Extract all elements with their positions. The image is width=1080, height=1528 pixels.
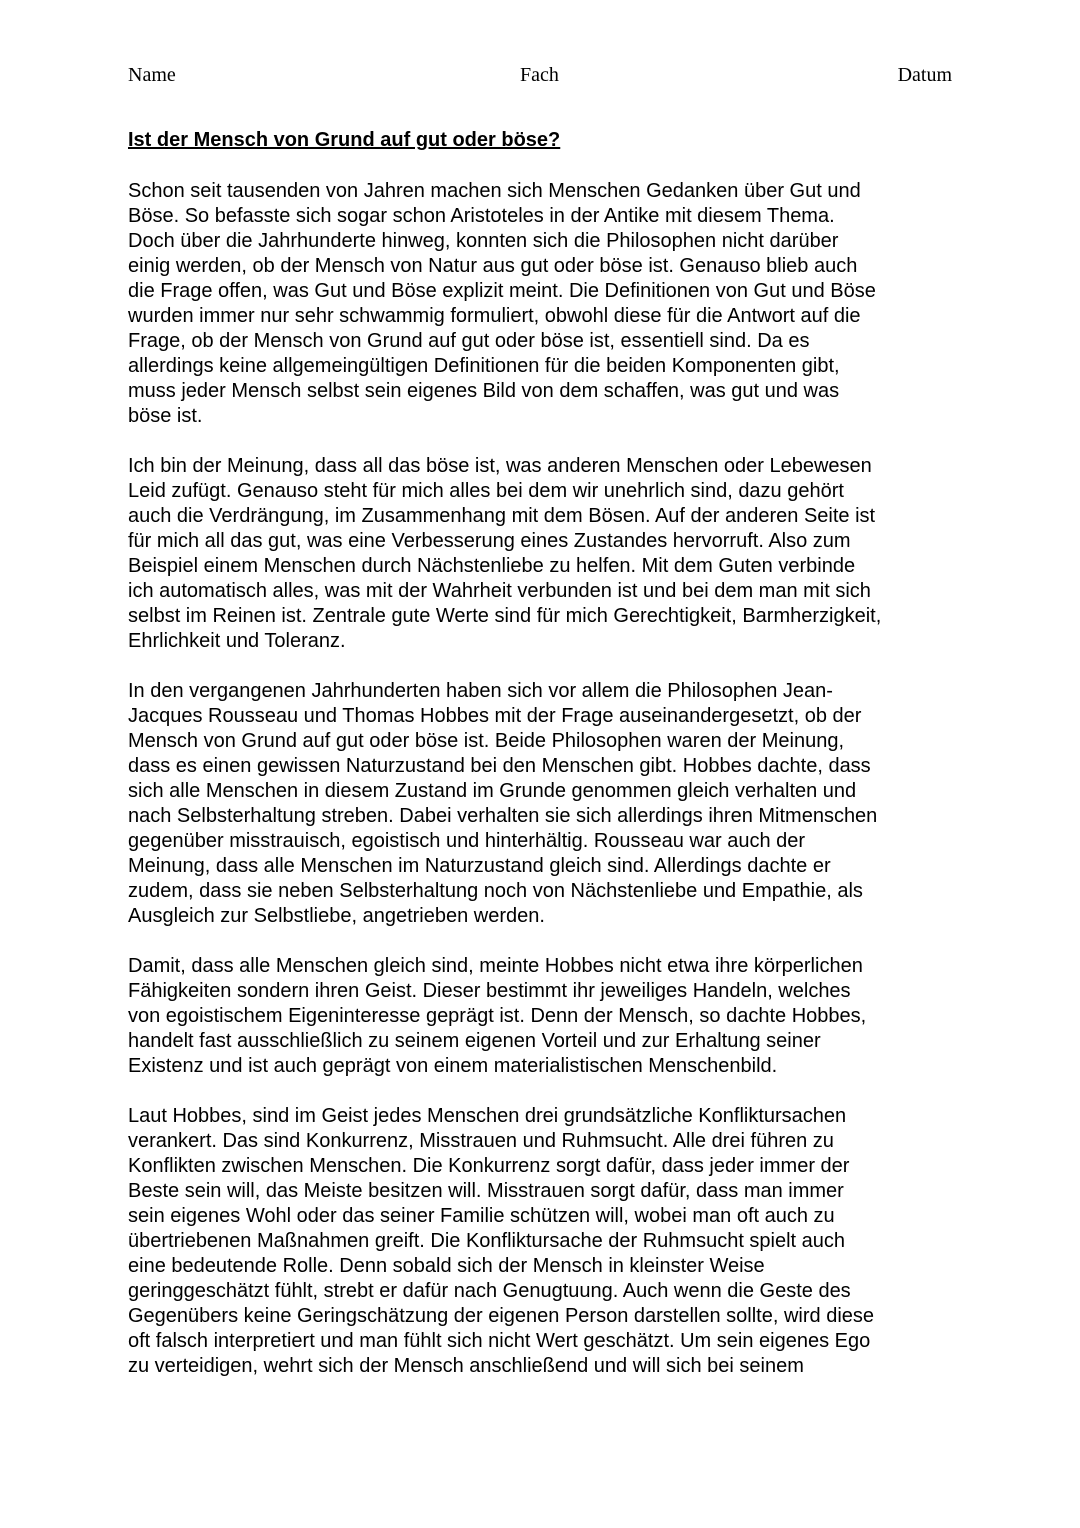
text-line: Damit, dass alle Menschen gleich sind, meinte Hobbes nicht etwa ihre körperlichen: [128, 955, 863, 977]
text-line: nach Selbsterhaltung streben. Dabei verhalten sie sich allerdings ihren Mitmenschen: [128, 805, 878, 827]
text-line: wurden immer nur sehr schwammig formuliert, obwohl diese für die Antwort auf die: [128, 305, 861, 327]
paragraph-1: [128, 179, 958, 429]
text-line: Leid zufügt. Genauso steht für mich alles bei dem wir unehrlich sind, dazu gehört: [128, 480, 844, 502]
text-line: allerdings keine allgemeingültigen Definitionen für die beiden Komponenten gibt,: [128, 355, 840, 377]
text-line: Ausgleich zur Selbstliebe, angetrieben werden.: [128, 905, 545, 927]
text-line: die Frage offen, was Gut und Böse explizit meint. Die Definitionen von Gut und Böse: [128, 280, 876, 302]
text-line: Jacques Rousseau und Thomas Hobbes mit der Frage auseinandergesetzt, ob der: [128, 705, 862, 727]
text-line: Gegenübers keine Geringschätzung der eigenen Person darstellen sollte, wird diese: [128, 1305, 875, 1327]
text-line: sich alle Menschen in diesem Zustand im Grunde genommen gleich verhalten und: [128, 780, 857, 802]
text-line: böse ist.: [128, 405, 203, 427]
text-line: sein eigenes Wohl oder das seiner Familie schützen will, wobei man oft auch zu: [128, 1205, 835, 1227]
text-line: handelt fast ausschließlich zu seinem eigenen Vorteil und zur Erhaltung seiner: [128, 1030, 821, 1052]
text-line: zudem, dass sie neben Selbsterhaltung noch von Nächstenliebe und Empathie, als: [128, 880, 863, 902]
text-line: verankert. Das sind Konkurrenz, Misstrauen und Ruhmsucht. Alle drei führen zu: [128, 1130, 834, 1152]
paragraph-2: [128, 454, 958, 654]
text-line: Fähigkeiten sondern ihren Geist. Dieser bestimmt ihr jeweiliges Handeln, welches: [128, 980, 851, 1002]
text-line: In den vergangenen Jahrhunderten haben sich vor allem die Philosophen Jean-: [128, 680, 833, 702]
header-subject: Fach: [520, 64, 559, 86]
text-line: oft falsch interpretiert und man fühlt sich nicht Wert geschätzt. Um sein eigenes Ego: [128, 1330, 871, 1352]
text-line: Existenz und ist auch geprägt von einem materialistischen Menschenbild.: [128, 1055, 778, 1077]
text-line: Konflikten zwischen Menschen. Die Konkurrenz sorgt dafür, dass jeder immer der: [128, 1155, 850, 1177]
text-line: dass es einen gewissen Naturzustand bei den Menschen gibt. Hobbes dachte, dass: [128, 755, 871, 777]
text-line: einig werden, ob der Mensch von Natur aus gut oder böse ist. Genauso blieb auch: [128, 255, 858, 277]
text-line: zu verteidigen, wehrt sich der Mensch anschließend und will sich bei seinem: [128, 1355, 804, 1377]
text-line: selbst im Reinen ist. Zentrale gute Werte sind für mich Gerechtigkeit, Barmherzigkeit,: [128, 605, 882, 627]
paragraph-3: [128, 679, 958, 929]
header-name: Name: [128, 64, 176, 86]
text-line: gegenüber misstrauisch, egoistisch und hinterhältig. Rousseau war auch der: [128, 830, 806, 852]
text-line: Beispiel einem Menschen durch Nächstenliebe zu helfen. Mit dem Guten verbinde: [128, 555, 856, 577]
document-title: Ist der Mensch von Grund auf gut oder böse?: [128, 129, 561, 151]
text-line: Schon seit tausenden von Jahren machen sich Menschen Gedanken über Gut und: [128, 180, 861, 202]
text-line: Ehrlichkeit und Toleranz.: [128, 630, 346, 652]
text-line: von egoistischem Eigeninteresse geprägt ist. Denn der Mensch, so dachte Hobbes,: [128, 1005, 867, 1027]
page-header: [128, 64, 952, 92]
text-line: muss jeder Mensch selbst sein eigenes Bild von dem schaffen, was gut und was: [128, 380, 840, 402]
text-line: ich automatisch alles, was mit der Wahrheit verbunden ist und bei dem man mit sich: [128, 580, 871, 602]
header-date: Datum: [897, 64, 952, 86]
text-line: für mich all das gut, was eine Verbesserung eines Zustandes hervorruft. Also zum: [128, 530, 851, 552]
text-line: Böse. So befasste sich sogar schon Aristoteles in der Antike mit diesem Thema.: [128, 205, 835, 227]
text-line: Doch über die Jahrhunderte hinweg, konnten sich die Philosophen nicht darüber: [128, 230, 839, 252]
text-line: Meinung, dass alle Menschen im Naturzustand gleich sind. Allerdings dachte er: [128, 855, 831, 877]
text-line: übertriebenen Maßnahmen greift. Die Konfliktursache der Ruhmsucht spielt auch: [128, 1230, 846, 1252]
text-line: Frage, ob der Mensch von Grund auf gut oder böse ist, essentiell sind. Da es: [128, 330, 810, 352]
text-line: Beste sein will, das Meiste besitzen will. Misstrauen sorgt dafür, dass man immer: [128, 1180, 844, 1202]
text-line: eine bedeutende Rolle. Denn sobald sich der Mensch in kleinster Weise: [128, 1255, 765, 1277]
text-line: auch die Verdrängung, im Zusammenhang mit dem Bösen. Auf der anderen Seite ist: [128, 505, 876, 527]
text-line: Ich bin der Meinung, dass all das böse ist, was anderen Menschen oder Lebewesen: [128, 455, 872, 477]
text-line: Laut Hobbes, sind im Geist jedes Menschen drei grundsätzliche Konfliktursachen: [128, 1105, 847, 1127]
text-line: geringgeschätzt fühlt, strebt er dafür nach Genugtuung. Auch wenn die Geste des: [128, 1280, 851, 1302]
paragraph-5: [128, 1104, 958, 1379]
text-line: Mensch von Grund auf gut oder böse ist. Beide Philosophen waren der Meinung,: [128, 730, 844, 752]
paragraph-4: [128, 954, 958, 1079]
